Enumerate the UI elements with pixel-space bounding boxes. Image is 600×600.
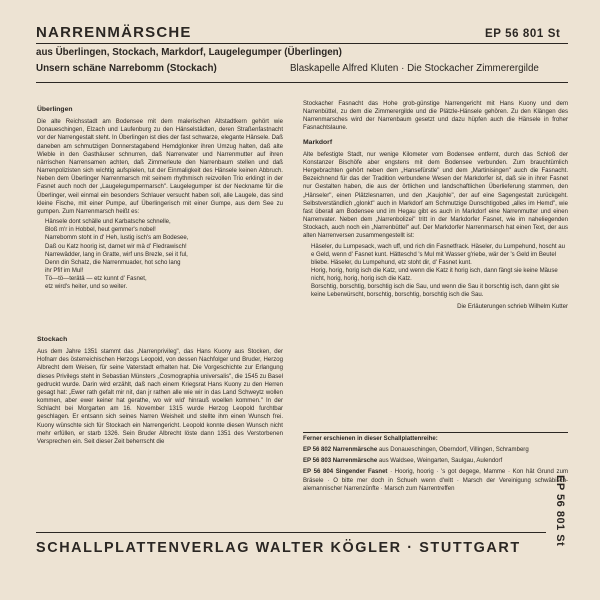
header-divider xyxy=(36,82,568,83)
subtitle-origins: aus Überlingen, Stockach, Markdorf, Laugelegumper (Überlingen) xyxy=(36,47,342,58)
heading-ueberlingen: Überlingen xyxy=(37,106,73,113)
section-stockach xyxy=(37,330,283,446)
text-stockach-continued: Stockacher Fasnacht das Hohe grob-günstige Narrengericht mit Hans Kuony und dem Narrenbüttel, zu dem die Zimmerergilde und die Plätzle-Hänsele gehören. Zu den Klängen des Narrenmarsches wird der Narrenbaum gesetzt und dazu hüpfen auch die Hänsele in froher Fasnachtslaune. xyxy=(303,101,568,132)
subtitle-second-track: Unsern schäne Narrebomm (Stockach) xyxy=(36,63,217,74)
section-ueberlingen xyxy=(37,100,283,293)
verse-line: Denn din Schatz, die Narrenmuader, hot scho lang xyxy=(45,259,181,266)
release-text: · Hoorig, hoorig · 's got degege, Mamme · Kon hät Grund zum Bräsele · O bitte mer doch in Schueh wenn d'witt · Marsch der Vereinigung schwäbisch-alemannischer Narrenzünfte · Marsch zum Narrentreffen xyxy=(303,469,568,492)
top-divider xyxy=(36,43,568,44)
verse-ueberlingen xyxy=(45,218,283,291)
verse-line: Hänsele dont schälle und Karbatsche schnelle, xyxy=(45,219,171,226)
verse-stanza: Borschtig, borschtig, borschtig isch die Sau, und wenn die Sau it borschtig isch, dann gibt sie keine Leberwürscht, borschtig, borschtig, borschtig isch die Sau. xyxy=(311,284,560,299)
verse-line: Bloß m'r in Hobbel, heut gemmer's nobel! xyxy=(45,227,156,234)
heading-stockach: Stockach xyxy=(37,336,68,343)
section-further-releases xyxy=(303,435,568,493)
spine-catalog-number: EP 56 801 St xyxy=(554,475,566,547)
verse-stanza: Häseler, du Lumpesack, wach uff, und rich din Fasnetfrack. Häseler, du Lumpehund, hoscht au e Geld, wenn d' Fasnet kunt. Hätteschd 's Mul mit Wasser g'riebe, wär der 's Geld im Beutel bliebe. Häseler, du Lumpehund, etz stoht dir, d' Fasnet kunt. xyxy=(311,243,566,266)
performers-line: Blaskapelle Alfred Kluten · Die Stockacher Zimmerergilde xyxy=(290,63,539,74)
publisher-footer: SCHALLPLATTENVERLAG WALTER KÖGLER · STUTTGART xyxy=(36,540,521,556)
release-text: aus Waldsee, Weingarten, Saulgau, Aulendorf xyxy=(378,458,503,465)
author-credit: Die Erläuterungen schrieb Wilhelm Kutter xyxy=(457,303,568,310)
release-item xyxy=(303,457,568,465)
release-text: aus Donaueschingen, Oberndorf, Villingen, Schramberg xyxy=(378,447,529,454)
record-title: NARRENMÄRSCHE xyxy=(36,24,192,41)
section-right-column xyxy=(303,100,568,311)
verse-markdorf xyxy=(311,243,568,300)
verse-line: Tö—tö—terätä — etz kunnt d' Fasnet, xyxy=(45,276,147,283)
text-ueberlingen: Die alte Reichsstadt am Bodensee mit dem malerischen Altstadtkern gehört wie Donaueschingen, Elzach und Laufenburg zu den Hänselstädten, deren Straßenfastnacht vor der Narrengestalt steht. In Überlingen ist dies der fast schwarze, elegante Hänsele. Daß daneben am schmutzigen Donnerstagabend Hemdglonker ihren Umzug halten, daß alte Wieble in den Gasthäuser schnurren, daß Narrenvater und Narrenmutter auf ihren närrischen Narrensamen achten, daß Zimmerleute den Narrenbaum stellen und daß Narrenpolizisten sich wichtig aufspielen, tut der Einmaligkeit des Hänsele keinen Abbruch. Neben dem Überlinger Narrenmarsch mit seinem rhythmisch reizvollen Trio erklingt in der Fasnet auch noch der „Laugelegumpermarsch". Laugelegumper ist der Neckname für die Überlinger, weil einmal ein besonders Schlauer versucht haben soll, alle Laugele, das sind kleine Fische, mit einer Pumpe, auf Überlingerisch mit einer Gumpe, aus dem See zu gumpen. Zum Narrenmarsch heißt es: xyxy=(37,119,283,215)
release-code: EP 56 802 Narrenmärsche xyxy=(303,447,378,454)
release-item xyxy=(303,468,568,492)
verse-line: Daß ou Katz hoorig ist, darnet wir mä d' Fledrawisch! xyxy=(45,243,187,250)
verse-stanza: Horig, horig, horig isch die Katz, und wenn die Katz it horig isch, dann fängt sie keine Mäuse nicht, horig, horig, horig isch die Katz. xyxy=(311,267,558,283)
verse-line: Narrebomm stoht in d' Heh, lustig isch's am Bodesee, xyxy=(45,235,189,242)
release-item xyxy=(303,446,568,454)
further-divider xyxy=(303,432,568,433)
text-stockach: Aus dem Jahre 1351 stammt das „Narrenprivileg", das Hans Kuony aus Stocken, der Hofnarr des österreichischen Herzogs Leopold, von dessen Nachfolger und Bruder, Herzog Albrecht dem Weisen, für seine Vaterstadt erhalten hat. Die Vorgeschichte zur Erlangung dieses Privilegs steht in Sebastian Münsters „Cosmographia universalis", die 1545 zu Basel gedruckt wurde. Darin wird erzählt, daß nach einem Kriegsrat Hans Kuony zu den Herren gesagt hat: „Ewer rath gefalt mir nit, dan jr rathen alle wie wir in das Land Schweytz wollen kommen, aber ewer keiner hat gerathe, wo wir wid' hinrauß woellen kommen." In der Schlacht bei Morgarten am 16. November 1315 wurde Herzog Leopold furchtbar geschlagen. Er entsann sich seines Narren Weisheit und stellte ihm einen Wunsch frei. Kuony wünschte sich für Stockach ein Narrengericht. Leopold konnte diesen Wunsch nicht mehr erfüllen, er starb 1326. Sein Bruder Albrecht löste dann 1351 des Verstorbenen Versprechen ein. Seit dieser Zeit beherrscht die xyxy=(37,349,283,445)
heading-markdorf: Markdorf xyxy=(303,138,333,146)
catalog-number: EP 56 801 St xyxy=(485,28,561,40)
verse-line: ihr Pfif im Mul! xyxy=(45,267,84,274)
release-code: EP 56 804 Singender Fasnet xyxy=(303,469,388,476)
footer-divider xyxy=(36,532,546,533)
release-code: EP 56 803 Narrenmärsche xyxy=(303,458,378,465)
verse-line: etz wird's heiter, und so weiter. xyxy=(45,284,128,291)
text-markdorf: Alte befestigte Stadt, nur wenige Kilometer vom Bodensee entfernt, durch das Schloß der Konstanzer Bischöfe aber engstens mit dem Bodensee verbunden. Zum brauchtümlich Hergebrachten gehört neben dem „Hansefürstle" und dem „Martinisingen" auch die Fasnacht. Bezeichnend für das der Tradition verbundene Wesen der Markdorfer ist, daß sie in ihrer Fasnet nur Gestalten haben, die aus der örtlichen und landschaftlichen Überlieferung stammen, den „Hänseler", einen Plätzlesnarren, und den „Kaujohle", der auf eine Sagengestalt zurückgeht. Selbstverständlich „glonkt" auch in Markdorf am Schmutzige Dunschtigobed „alles im Hemd", wie fast überall am Bodensee und im Hegau gibt es auch in Markdorf eine Narrenmutter und einen Narrenvater. Neben dem „Narrenbolizei" tritt in der Markdorfer Fasnet, wie im naheliegenden Stockach, auch noch ein „Narrenbüttel" auf. Der Markdorfer Narrenmarsch hat einen Text, der aus alten Narrenversen zusammengestellt ist: xyxy=(303,151,568,240)
heading-further-releases: Ferner erschienen in dieser Schallplattenreihe: xyxy=(303,436,438,442)
verse-line: Narrewädder, lang in Gratte, wirf uns Brezle, sei it ful, xyxy=(45,251,188,258)
